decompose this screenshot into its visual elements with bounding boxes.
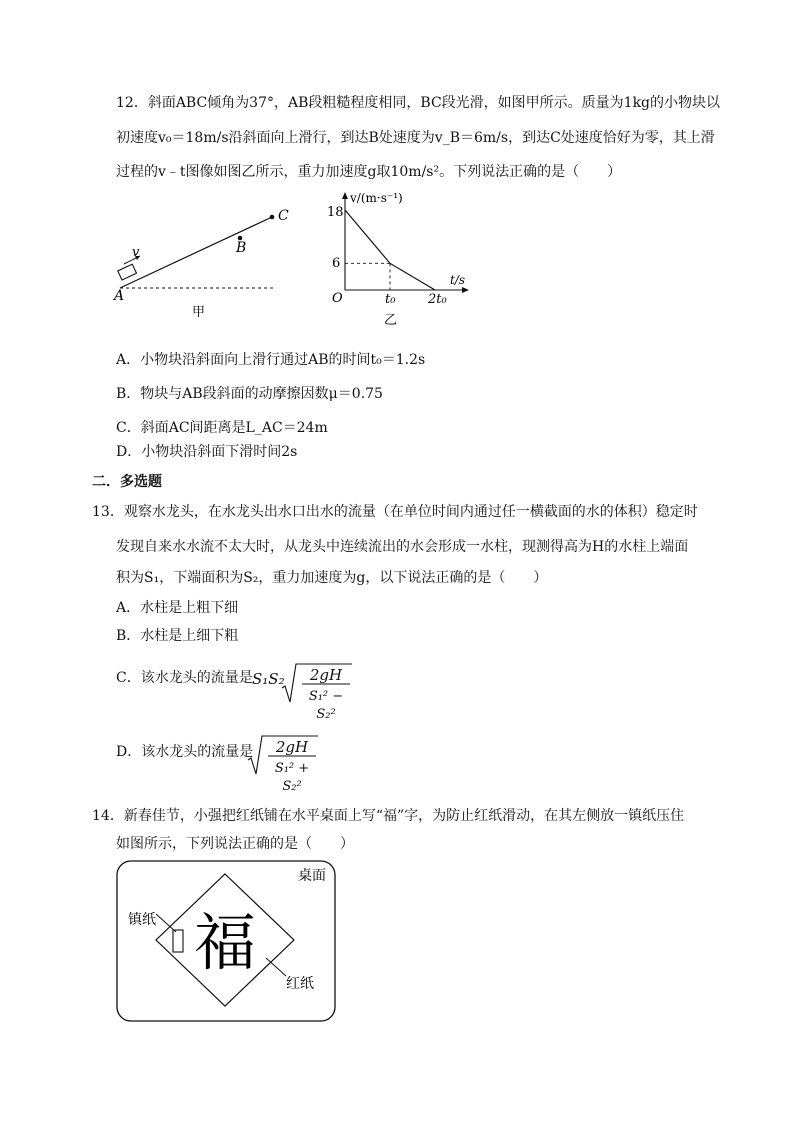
- q12-stem-line1: 12．斜面ABC倾角为37°，AB段粗糙程度相同，BC段光滑，如图甲所示。质量为1kg的小物块以: [116, 95, 721, 111]
- label-c: C: [278, 208, 289, 224]
- tick-label-2t0: 2t₀: [428, 292, 447, 307]
- q14-stem-line1: 14．新春佳节，小强把红纸铺在水平桌面上写“福”字，为防止红纸滑动，在其左侧放一镇纸压住: [92, 808, 685, 824]
- tick-label-6: 6: [332, 256, 341, 271]
- q12-option-c: C．斜面AC间距离是L_AC＝24m: [116, 420, 328, 436]
- q12-figure-yi-chart: [320, 190, 480, 330]
- formula-d-denominator: S₁² + S₂²: [274, 761, 310, 794]
- caption-jia: 甲: [192, 305, 206, 320]
- tick-label-18: 18: [327, 205, 344, 220]
- fu-character: 福: [193, 906, 257, 979]
- q12-stem-line2: 初速度v₀＝18m/s沿斜面向上滑行，到达B处速度为v_B＝6m/s，到达C处速度恰好为零，其上滑: [116, 130, 715, 146]
- tick-label-t0: t₀: [385, 292, 396, 307]
- v-axis-arrow: [342, 192, 348, 199]
- x-axis-label: t/s: [450, 273, 466, 287]
- q13-option-c-prefix: C．该水龙头的流量是: [116, 670, 253, 686]
- q13-stem-line1: 13．观察水龙头，在水龙头出水口出水的流量（在单位时间内通过任一横截面的水的体积）稳定时: [92, 504, 698, 520]
- q13-stem-line2: 发现自来水水流不太大时，从龙头中连续流出的水会形成一水柱，现测得高为H的水柱上端面: [116, 539, 689, 555]
- paperweight-label: 镇纸: [128, 912, 156, 928]
- red-paper-label: 红纸: [286, 976, 314, 992]
- incline-line: [120, 217, 272, 288]
- red-paper-leader-line: [266, 958, 286, 976]
- point-c-dot: [270, 215, 275, 220]
- caption-yi: 乙: [384, 313, 398, 328]
- q13-option-a: A．水柱是上粗下细: [116, 600, 239, 616]
- q12-figure-jia: [100, 200, 300, 330]
- formula-c-denominator: S₁² − S₂²: [308, 689, 344, 722]
- origin-label: O: [332, 291, 343, 306]
- table-label: 桌面: [298, 868, 326, 884]
- q13-stem-line3: 积为S₁，下端面积为S₂，重力加速度为g，以下说法正确的是（ ）: [116, 570, 548, 586]
- q13-option-d-prefix: D．该水龙头的流量是: [116, 744, 254, 760]
- formula-d-numerator: 2gH: [275, 738, 309, 756]
- label-a: A: [114, 288, 125, 304]
- t-axis-arrow: [462, 287, 469, 293]
- paperweight-rect: [173, 930, 183, 952]
- q12-option-b: B．物块与AB段斜面的动摩擦因数μ＝0.75: [116, 386, 383, 402]
- q14-stem-line2: 如图所示，下列说法正确的是（ ）: [116, 836, 354, 852]
- q12-stem-line3: 过程的v﹣t图像如图乙所示，重力加速度g取10m/s²。下列说法正确的是（ ）: [116, 164, 622, 180]
- q13-option-b: B．水柱是上细下粗: [116, 628, 239, 644]
- formula-c-numerator: 2gH: [309, 666, 343, 684]
- section-title: 二．多选题: [92, 474, 162, 490]
- q12-option-d: D．小物块沿斜面下滑时间2s: [116, 444, 298, 460]
- block-on-incline: [118, 264, 137, 280]
- formula-c-factor: S₁S₂: [252, 670, 285, 688]
- y-axis-label: v/(m·s⁻¹): [350, 191, 403, 205]
- label-v: v: [132, 245, 140, 260]
- q12-option-a: A．小物块沿斜面向上滑行通过AB的时间t₀＝1.2s: [116, 352, 426, 368]
- q14-figure: [116, 858, 340, 1026]
- label-b: B: [236, 240, 247, 256]
